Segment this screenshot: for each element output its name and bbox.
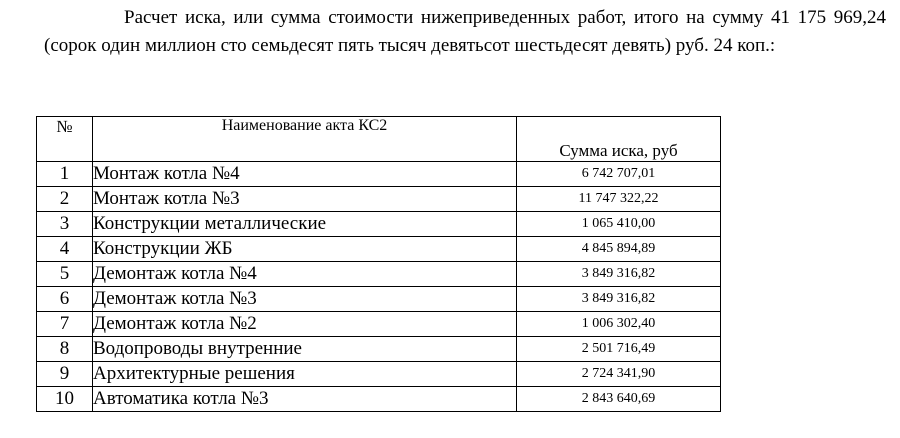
row-act-name: Демонтаж котла №3 [93,287,517,312]
table-row [37,237,721,262]
row-number: 5 [37,262,93,287]
table-row [37,337,721,362]
row-claim-sum: 3 849 316,82 [517,287,721,312]
header-act-name: Наименование акта КС2 [93,117,517,162]
row-number: 7 [37,312,93,337]
table-row [37,387,721,412]
table-row [37,187,721,212]
row-claim-sum: 6 742 707,01 [517,162,721,187]
table-header-row [37,117,721,162]
table-row [37,312,721,337]
row-act-name: Конструкции металлические [93,212,517,237]
intro-paragraph: Расчет иска, или сумма стоимости нижеприведенных работ, итого на сумму 41 175 969,24 (сорок один миллион сто семьдесят пять тысяч девятьсот шестьдесят девять) руб. 24 коп.: [44,7,886,56]
row-act-name: Автоматика котла №3 [93,387,517,412]
row-number: 9 [37,362,93,387]
row-number: 1 [37,162,93,187]
row-number: 6 [37,287,93,312]
acts-table [36,116,721,412]
row-claim-sum: 2 724 341,90 [517,362,721,387]
row-claim-sum: 4 845 894,89 [517,237,721,262]
row-number: 4 [37,237,93,262]
row-act-name: Водопроводы внутренние [93,337,517,362]
row-act-name: Конструкции ЖБ [93,237,517,262]
row-act-name: Монтаж котла №4 [93,162,517,187]
row-claim-sum: 1 006 302,40 [517,312,721,337]
table-row [37,212,721,237]
row-number: 8 [37,337,93,362]
row-number: 3 [37,212,93,237]
row-claim-sum: 3 849 316,82 [517,262,721,287]
header-number: № [37,117,93,162]
row-claim-sum: 11 747 322,22 [517,187,721,212]
row-number: 2 [37,187,93,212]
row-act-name: Демонтаж котла №4 [93,262,517,287]
table-row [37,262,721,287]
row-act-name: Демонтаж котла №2 [93,312,517,337]
table-row [37,287,721,312]
row-act-name: Архитектурные решения [93,362,517,387]
table-row [37,362,721,387]
header-claim-sum: Сумма иска, руб [517,117,721,162]
row-claim-sum: 2 843 640,69 [517,387,721,412]
row-number: 10 [37,387,93,412]
row-act-name: Монтаж котла №3 [93,187,517,212]
row-claim-sum: 2 501 716,49 [517,337,721,362]
table-row [37,162,721,187]
row-claim-sum: 1 065 410,00 [517,212,721,237]
